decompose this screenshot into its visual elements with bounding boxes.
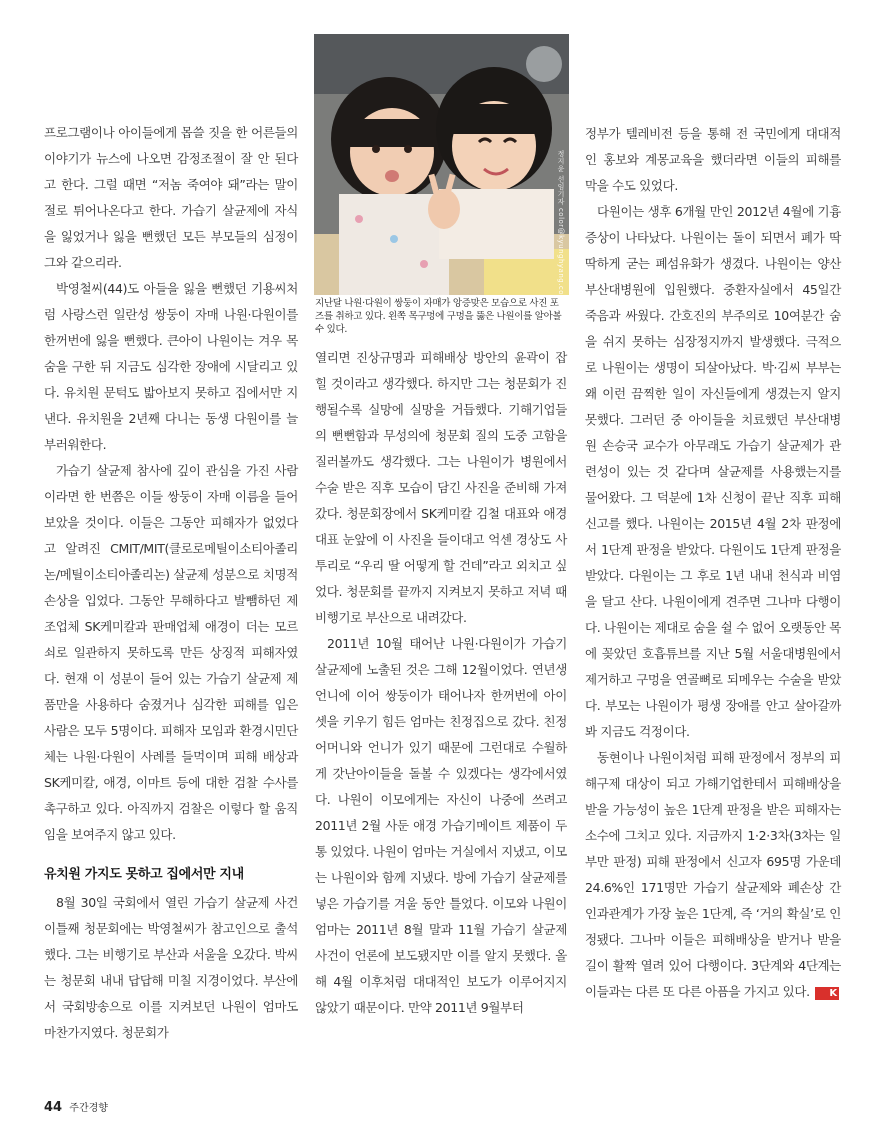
paragraph: 가습기 살균제 참사에 깊이 관심을 가진 사람이라면 한 번쯤은 이들 쌍둥이 자매 이름을 들어보았을 것이다. 이들은 그동안 피해자가 없었다고 알려진 CMIT/MIT(클로로메틸이소티아졸리논/메틸이소티아졸리논) 살균제 성분으로 치명적 손상을 입었다. 그동안 무해하다고 발뺌하던 제조업체 SK케미칼과 판매업체 애경이 더는 모르쇠로 일관하지 못하도록 만든 상징적 피해자였다. 현재 이 성분이 들어 있는 가습기 살균제 제품만을 사용하다 숨졌거나 심각한 피해를 입은 사람은 모두 5명이다. 피해자 모임과 환경시민단체는 나원·다원이 사례를 들먹이며 피해 배상과 SK케미칼, 애경, 이마트 등에 대한 검찰 수사를 촉구하고 있다. 아직까지 검찰은 이렇다 할 움직임을 보여주지 않고 있다.: [44, 463, 298, 842]
paragraph: [585, 745, 841, 1005]
article-column-right: [585, 121, 841, 1005]
twins-photo-illustration: [314, 34, 569, 295]
article-column-middle: [315, 345, 567, 1021]
end-mark-logo: K: [815, 987, 838, 1000]
paragraph: 열리면 진상규명과 피해배상 방안의 윤곽이 잡힐 것이라고 생각했다. 하지만 그는 청문회가 진행될수록 실망에 실망을 거듭했다. 기해기업들의 뻔뻔함과 무성의에 청문회 질의 도중 고함을 질러볼까도 생각했다. 그는 나원이가 병원에서 수술 받은 직후 모습이 담긴 사진을 준비해 가져갔다. 청문회장에서 SK케미칼 김철 대표와 애경 대표 눈앞에 이 사진을 들이대고 억센 경상도 사투리로 “우리 딸 어떻게 할 건데”라고 외치고 싶었다. 청문회를 끝까지 지켜보지 못하고 저녁 때 비행기로 부산으로 내려갔다.: [315, 350, 567, 625]
article-photo: [314, 34, 569, 295]
paragraph: 8월 30일 국회에서 열린 가습기 살균제 사건 이틀째 청문회에는 박영철씨가 참고인으로 출석했다. 그는 비행기로 부산과 서울을 오갔다. 박씨는 청문회 내내 답답해 미칠 지경이었다. 부산에서 국회방송으로 이를 지켜보던 나원이 엄마도 마찬가지였다. 청문회가: [44, 895, 298, 1040]
paragraph: 정부가 텔레비전 등을 통해 전 국민에게 대대적인 홍보와 계몽교육을 했더라면 이들의 피해를 막을 수도 있었다.: [585, 126, 841, 193]
paragraph: 프로그램이나 아이들에게 몹쓸 짓을 한 어른들의 이야기가 뉴스에 나오면 감정조절이 잘 안 된다고 한다. 그럴 때면 “저놈 죽여야 돼”라는 말이 절로 튀어나온다고 한다. 가습기 살균제에 자식을 잃었거나 잃을 뻔했던 모든 부모들의 심정이 그와 같으리라.: [44, 125, 298, 270]
article-column-left: [44, 120, 298, 1046]
paragraph-text: 동현이나 나원이처럼 피해 판정에서 정부의 피해구제 대상이 되고 가해기업한테서 피해배상을 받을 가능성이 높은 1단계 판정을 받은 피해자는 소수에 그치고 있다. 지금까지 1·2·3차(3차는 일부만 판정) 피해 판정에서 신고자 695명 가운데 24.6%인 171명만 가습기 살균제와 폐손상 간 인과관계가 가장 높은 1단계, 즉 ‘거의 확실’로 인정됐다. 그나마 이들은 피해배상을 받거나 받을 길이 활짝 열려 있어 다행이다. 3단계와 4단계는 이들과는 다른 또 다른 아픔을 가지고 있다.: [585, 750, 841, 999]
paragraph: 다원이는 생후 6개월 만인 2012년 4월에 기흉 증상이 나타났다. 나원이는 돌이 되면서 폐가 딱딱하게 굳는 폐섬유화가 생겼다. 나원이는 양산부산대병원에 입원했다. 중환자실에서 45일간 죽음과 싸웠다. 간호진의 부주의로 10여분간 숨을 쉬지 못하는 심장정지까지 발생했다. 극적으로 나원이는 생명이 되살아났다. 박·김씨 부부는 왜 이런 끔찍한 일이 자신들에게 생겼는지 알지 못했다. 그러던 중 아이들을 치료했던 부산대병원 손승국 교수가 아무래도 가습기 살균제가 관련성이 있는 것 같다며 살균제를 사용했는지를 물어왔다. 그 덕분에 1차 신청이 끝난 직후 피해신고를 했다. 나원이는 2015년 4월 2차 판정에서 1단계 판정을 받았다. 다원이도 1단계 판정을 받았다. 다원이는 그 후로 1년 내내 천식과 비염을 달고 산다. 나원이에게 견주면 그나마 다행이다. 나원이는 제대로 숨을 쉴 수 없어 오랫동안 목에 꽂았던 호흡튜브를 지난 5월 서울대병원에서 제거하고 구멍을 연골뼈로 되메우는 수술을 받았다. 부모는 나원이가 평생 장애를 안고 살아갈까봐 지금도 걱정이다.: [585, 204, 841, 739]
paragraph: 박영철씨(44)도 아들을 잃을 뻔했던 기용씨처럼 사랑스런 일란성 쌍둥이 자매 나원·다원이를 한꺼번에 잃을 뻔했다. 큰아이 나원이는 겨우 목숨을 구한 뒤 지금도 심각한 장애에 시달리고 있다. 유치원 문턱도 밟아보지 못하고 집에서만 지낸다. 유치원을 2년째 다니는 동생 다원이를 늘 부러워한다.: [44, 281, 298, 452]
page-footer: [44, 1099, 108, 1115]
publication-name: 주간경향: [69, 1103, 108, 1114]
photo-credit: 정지윤 선임기자 color@kyunghyang.com: [557, 150, 565, 303]
photo-caption: 지난달 나원·다원이 쌍둥이 자매가 앙증맞은 모습으로 사진 포즈를 취하고 있다. 왼쪽 목구멍에 구멍을 뚫은 나원이를 알아볼 수 있다.: [315, 298, 562, 335]
section-subheading: 유치원 가지도 못하고 집에서만 지내: [44, 867, 244, 882]
paragraph: 2011년 10월 태어난 나원·다원이가 가습기 살균제에 노출된 것은 그해 12월이었다. 연년생 언니에 이어 쌍둥이가 태어나자 한꺼번에 아이 셋을 키우기 힘든 엄마는 친정집으로 갔다. 친정어머니와 언니가 있기 때문에 그런대로 수월하게 갓난아이들을 돌볼 수 있겠다는 생각에서였다. 나원이 이모에게는 자신이 나중에 쓰려고 2011년 2월 사둔 애경 가습기메이트 제품이 두 통 있었다. 나원이 엄마는 거실에서 지냈고, 이모는 나원이와 함께 지냈다. 방에 가습기 살균제를 넣은 가습기를 겨울 동안 틀었다. 이모와 나원이 엄마는 2011년 8월 말과 11월 가습기 살균제 사건이 언론에 보도됐지만 이를 알지 못했다. 올해 4월 이후처럼 대대적인 보도가 이루어지지 않았기 때문이다. 만약 2011년 9월부터: [315, 636, 567, 1015]
page-number: 44: [44, 1100, 63, 1115]
